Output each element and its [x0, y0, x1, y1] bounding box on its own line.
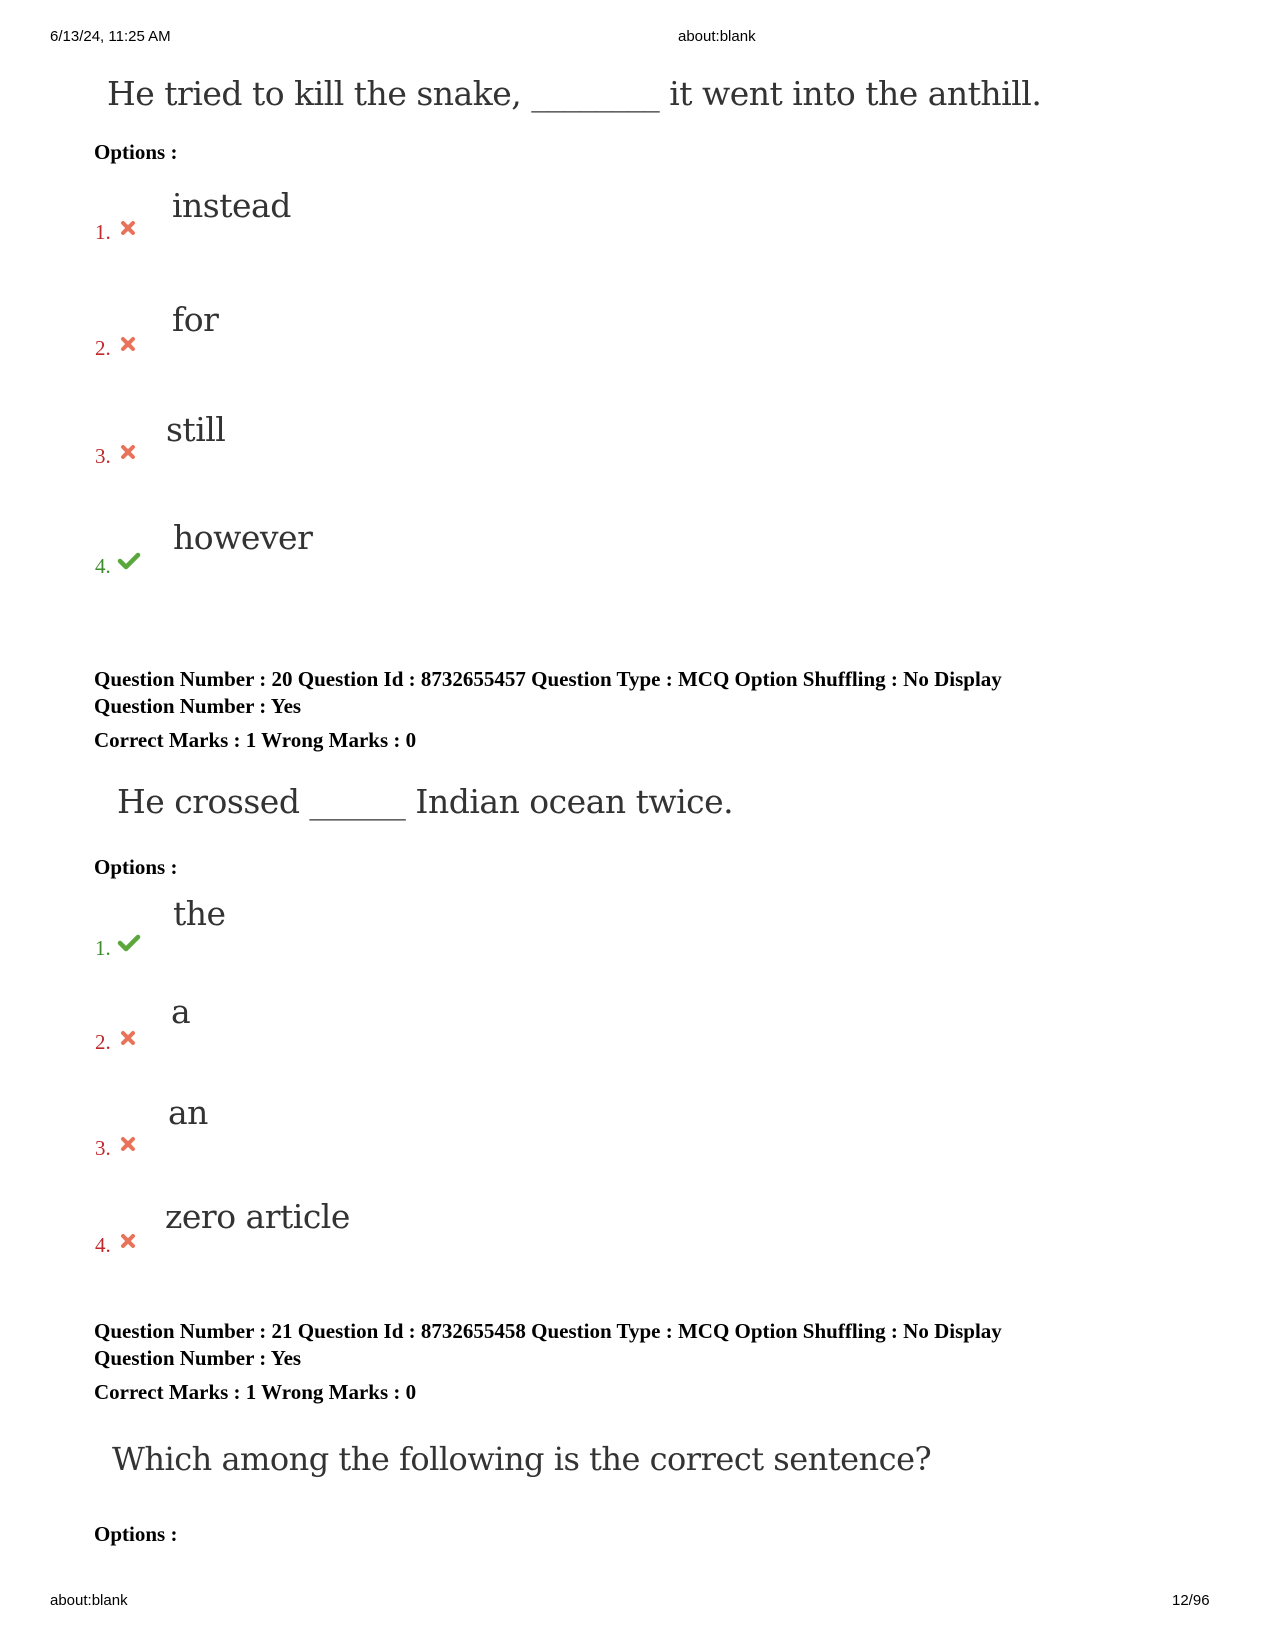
- option-text: still: [166, 410, 226, 449]
- option-number: 4.: [95, 1233, 111, 1257]
- option-text: zero article: [165, 1197, 350, 1236]
- cross-icon: [119, 443, 137, 461]
- question-meta-line: Question Number : Yes: [94, 1346, 302, 1370]
- cross-icon: [119, 1135, 137, 1153]
- option-number: 3.: [95, 1136, 111, 1160]
- question-21-marks: Correct Marks : 1 Wrong Marks : 0: [94, 1380, 417, 1404]
- question-meta-line: Question Number : 21 Question Id : 8732655458 Question Type : MCQ Option Shuffling : No Display: [94, 1319, 1002, 1343]
- question-meta-line: Question Number : 20 Question Id : 8732655457 Question Type : MCQ Option Shuffling : No Display: [94, 667, 1002, 691]
- option-number: 1.: [95, 220, 111, 244]
- question-20-marks: Correct Marks : 1 Wrong Marks : 0: [94, 728, 417, 752]
- cross-icon: [119, 1232, 137, 1250]
- option-text: however: [173, 518, 313, 557]
- question-21-text: Which among the following is the correct sentence?: [112, 1440, 932, 1478]
- option-text: the: [173, 894, 226, 933]
- option-number: 1.: [95, 936, 111, 960]
- cross-icon: [119, 1029, 137, 1047]
- option-number: 2.: [95, 1030, 111, 1054]
- check-icon: [117, 934, 141, 952]
- page-number: 12/96: [1172, 1592, 1210, 1609]
- question-21-meta: [94, 1318, 1002, 1372]
- options-label: Options :: [94, 1522, 178, 1546]
- option-number: 2.: [95, 336, 111, 360]
- question-19-text: He tried to kill the snake, ________ it went into the anthill.: [107, 74, 1042, 113]
- options-label: Options :: [94, 855, 178, 879]
- option-number: 3.: [95, 444, 111, 468]
- option-text: instead: [172, 186, 291, 225]
- option-text: for: [172, 300, 219, 339]
- question-meta-line: Question Number : Yes: [94, 694, 302, 718]
- print-url-header: about:blank: [678, 28, 756, 45]
- option-number: 4.: [95, 554, 111, 578]
- option-text: a: [171, 992, 191, 1031]
- check-icon: [117, 552, 141, 570]
- option-text: an: [168, 1093, 208, 1132]
- print-url-footer: about:blank: [50, 1592, 128, 1609]
- print-datetime: 6/13/24, 11:25 AM: [50, 28, 171, 45]
- cross-icon: [119, 219, 137, 237]
- options-label: Options :: [94, 140, 178, 164]
- cross-icon: [119, 335, 137, 353]
- question-20-meta: [94, 666, 1002, 720]
- question-20-text: He crossed ______ Indian ocean twice.: [117, 782, 734, 821]
